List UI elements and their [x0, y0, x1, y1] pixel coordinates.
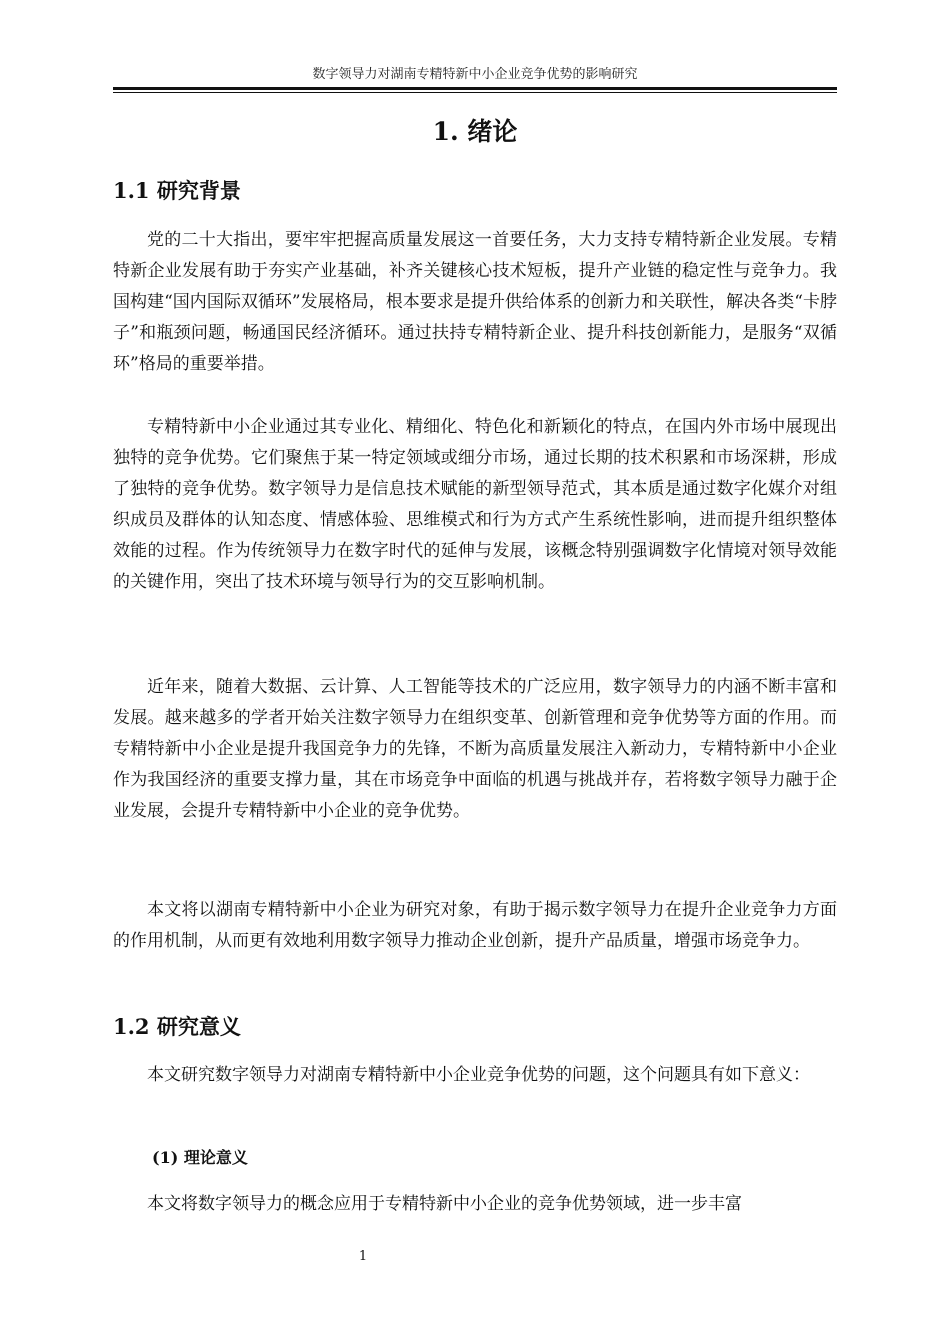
header-rule-thick [113, 87, 837, 90]
paragraph-3: 近年来，随着大数据、云计算、人工智能等技术的广泛应用，数字领导力的内涵不断丰富和发展。越来越多的学者开始关注数字领导力在组织变革、创新管理和竞争优势等方面的作用。而专精特新中小企业是提升我国竞争力的先锋，不断为高质量发展注入新动力，专精特新中小企业作为我国经济的重要支撑力量，其在市场竞争中面临的机遇与挑战并存，若将数字领导力融于企业发展，会提升专精特新中小企业的竞争优势。 [113, 677, 837, 821]
section-heading-1-1: 1.1 研究背景 [113, 178, 241, 203]
paragraph-1: 党的二十大指出，要牢牢把握高质量发展这一首要任务，大力支持专精特新企业发展。专精特新企业发展有助于夯实产业基础，补齐关键核心技术短板，提升产业链的稳定性与竞争力。我国构建“国内国际双循环”发展格局，根本要求是提升供给体系的创新力和关联性，解决各类“卡脖子”和瓶颈问题，畅通国民经济循环。通过扶持专精特新企业、提升科技创新能力，是服务“双循环”格局的重要举措。 [113, 230, 837, 374]
page-number: 1 [358, 1249, 368, 1264]
paragraph-6: 本文将数字领导力的概念应用于专精特新中小企业的竞争优势领域，进一步丰富 [147, 1194, 742, 1214]
sub-heading-theory: (1) 理论意义 [152, 1148, 248, 1167]
running-header: 数字领导力对湖南专精特新中小企业竞争优势的影响研究 [312, 67, 638, 82]
chapter-title: 1. 绪论 [432, 117, 518, 146]
section-heading-1-2: 1.2 研究意义 [113, 1014, 241, 1039]
paragraph-4: 本文将以湖南专精特新中小企业为研究对象，有助于揭示数字领导力在提升企业竞争力方面的作用机制，从而更有效地利用数字领导力推动企业创新，提升产品质量，增强市场竞争力。 [113, 900, 837, 951]
paragraph-5: 本文研究数字领导力对湖南专精特新中小企业竞争优势的问题，这个问题具有如下意义： [147, 1065, 810, 1085]
paragraph-2: 专精特新中小企业通过其专业化、精细化、特色化和新颖化的特点，在国内外市场中展现出独特的竞争优势。它们聚焦于某一特定领域或细分市场，通过长期的技术积累和市场深耕，形成了独特的竞争优势。数字领导力是信息技术赋能的新型领导范式，其本质是通过数字化媒介对组织成员及群体的认知态度、情感体验、思维模式和行为方式产生系统性影响，进而提升组织整体效能的过程。作为传统领导力在数字时代的延伸与发展，该概念特别强调数字化情境对领导效能的关键作用，突出了技术环境与领导行为的交互影响机制。 [113, 417, 837, 592]
header-rule-thin [113, 92, 837, 93]
